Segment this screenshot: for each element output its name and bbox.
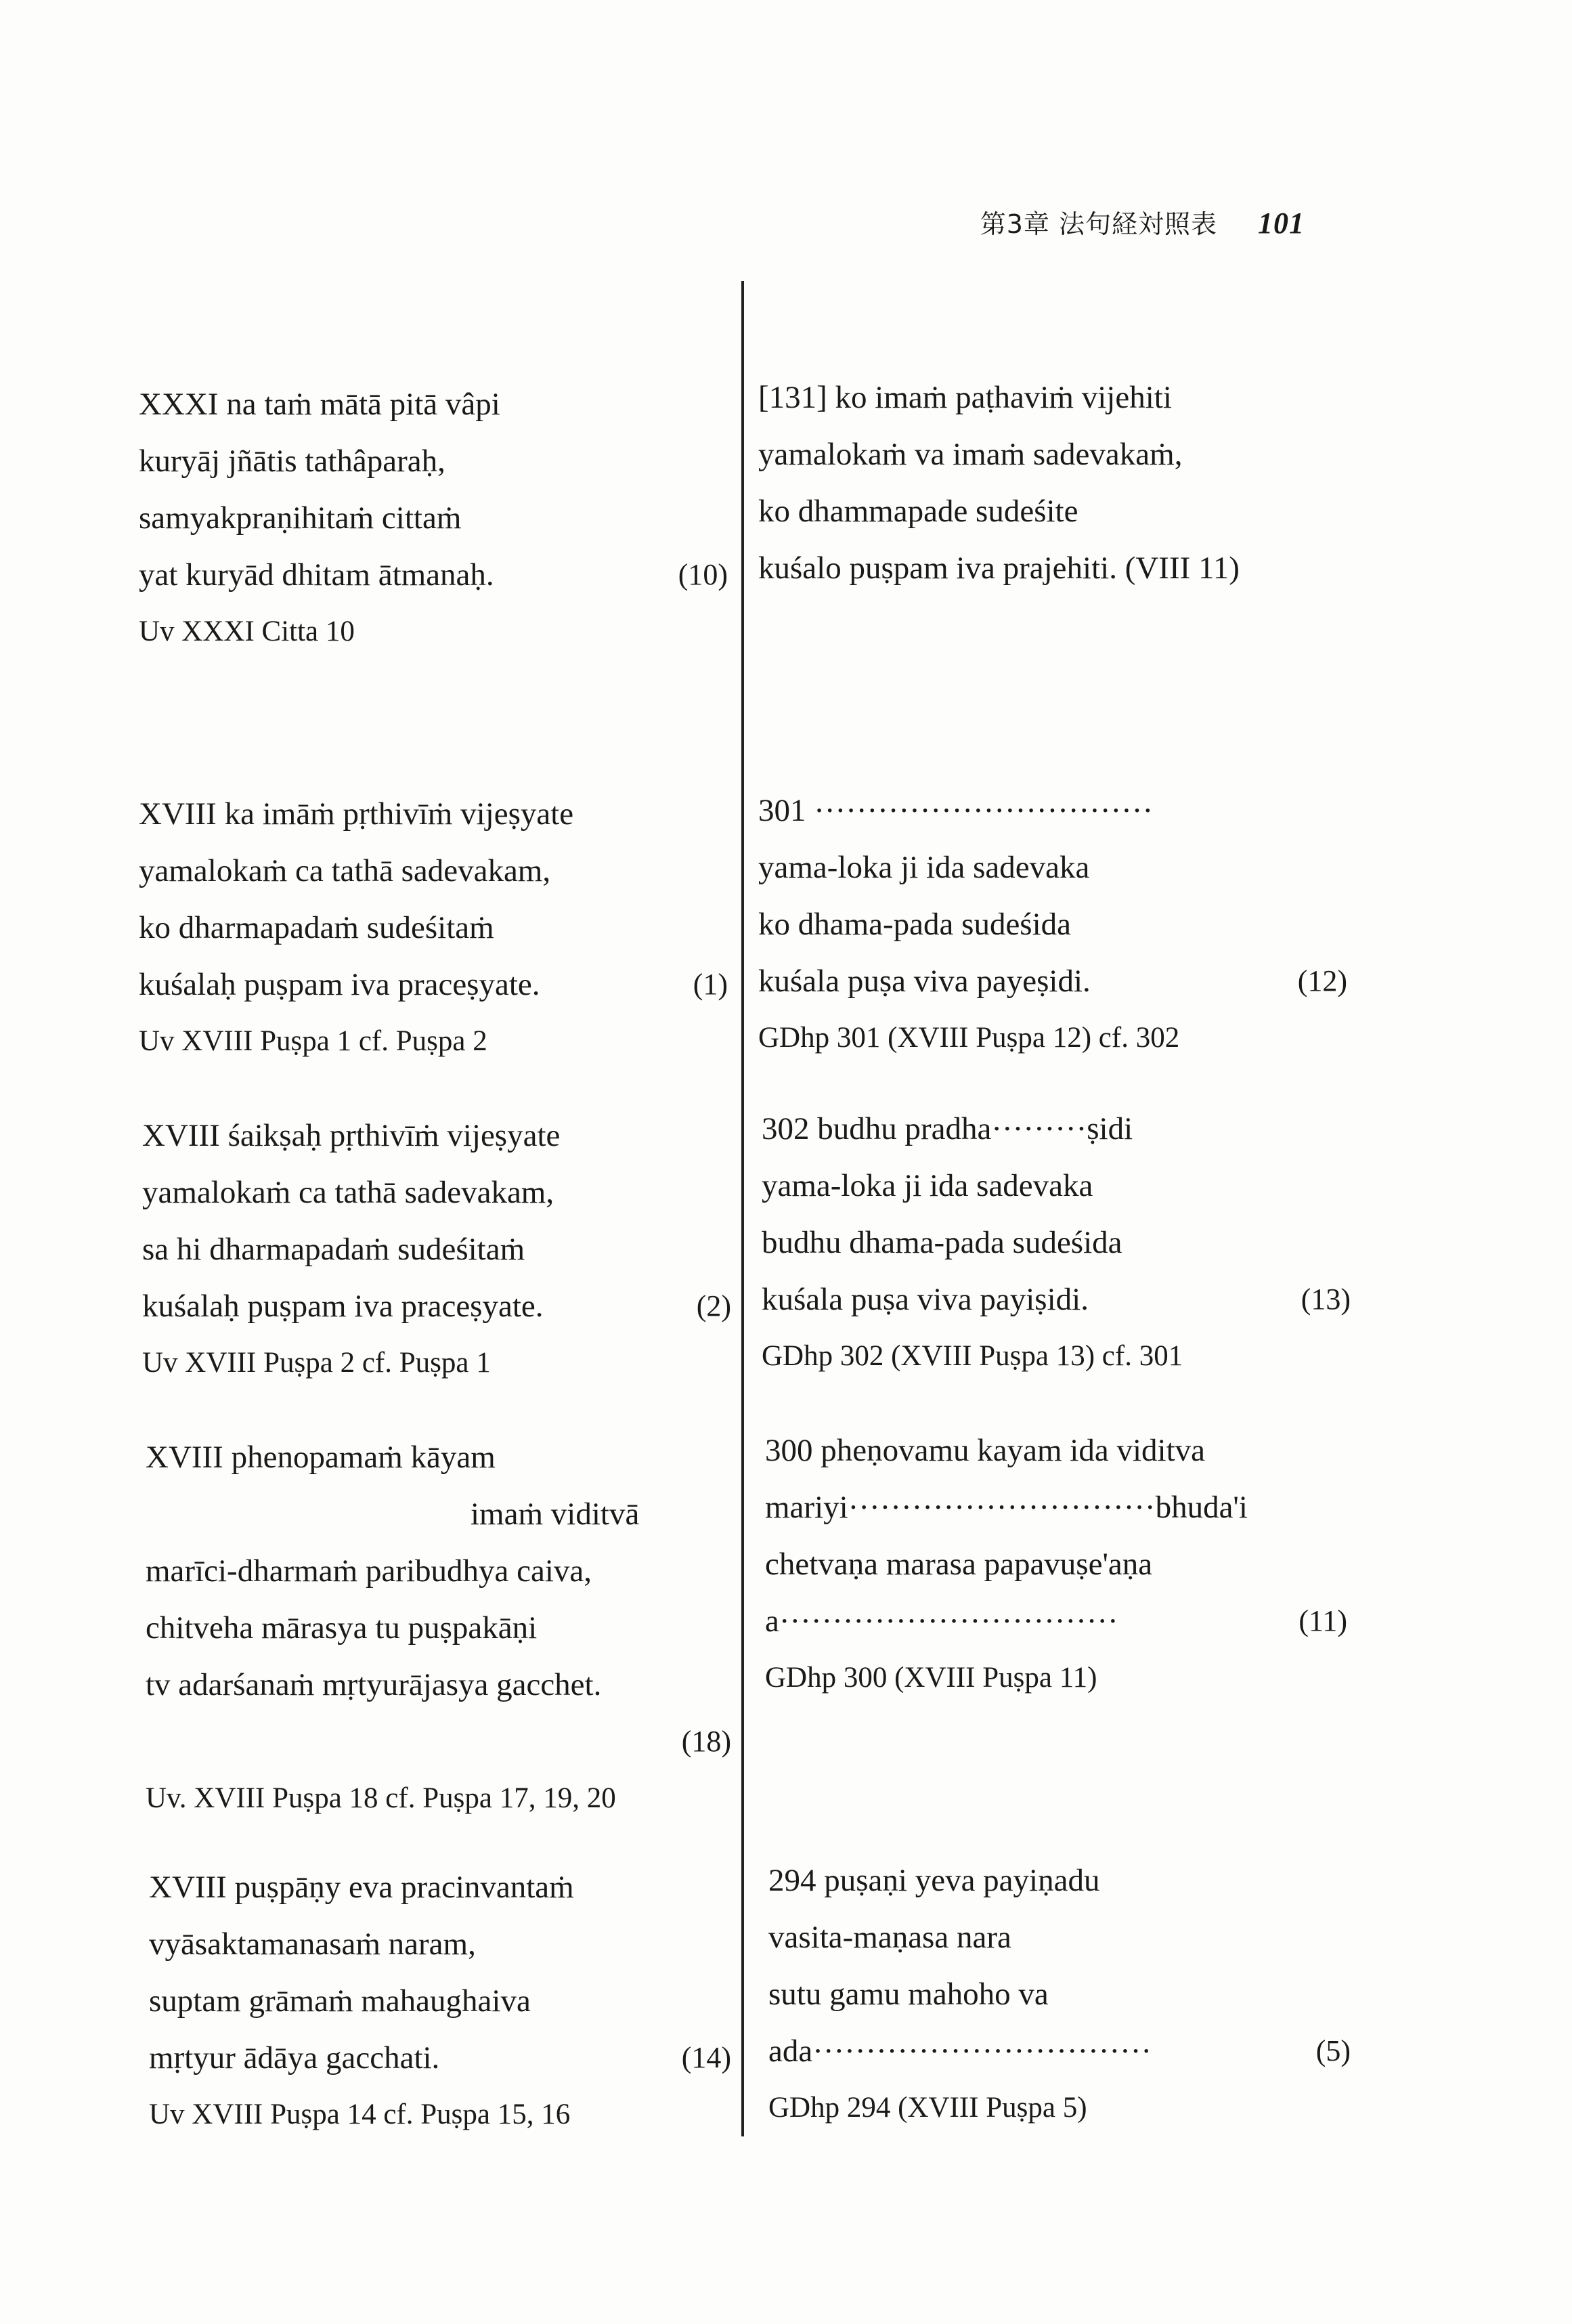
verse-line: samyakpraṇihitaṁ cittaṁ bbox=[139, 500, 462, 536]
verse-line: mṛtyur ādāya gacchati. bbox=[149, 2040, 440, 2075]
verse-line: XVIII śaikṣaḥ pṛthivīṁ vijeṣyate bbox=[142, 1118, 561, 1153]
left-verse-4 bbox=[146, 1429, 731, 1827]
verse-line: yamalokaṁ ca tathā sadevakam, bbox=[139, 853, 551, 888]
verse-line: yamalokaṁ va imaṁ sadevakaṁ, bbox=[758, 437, 1183, 472]
verse-reference: Uv XVIII Puṣpa 1 cf. Puṣpa 2 bbox=[139, 1025, 487, 1057]
verse-line: 300 pheṇovamu kayam ida viditva bbox=[765, 1433, 1206, 1468]
verse-number: (5) bbox=[1315, 2034, 1351, 2067]
verse-line: 294 puṣaṇi yeva payiṇadu bbox=[768, 1863, 1100, 1898]
verse-line: kuśalaḥ puṣpam iva praceṣyate. bbox=[139, 967, 540, 1002]
right-verse-4 bbox=[765, 1422, 1347, 1706]
chapter-title: 第3章 法句経対照表 bbox=[980, 209, 1217, 239]
verse-number: (14) bbox=[681, 2041, 731, 2074]
verse-line: sutu gamu mahoho va bbox=[768, 1977, 1049, 2012]
verse-line: XXXI na taṁ mātā pitā vâpi bbox=[139, 387, 500, 422]
verse-line: ko dhama-pada sudeśida bbox=[758, 907, 1072, 942]
right-verse-3 bbox=[762, 1100, 1351, 1385]
verse-reference: GDhp 301 (XVIII Puṣpa 12) cf. 302 bbox=[758, 1022, 1180, 1054]
verse-reference: Uv XVIII Puṣpa 14 cf. Puṣpa 15, 16 bbox=[149, 2099, 571, 2130]
verse-line: [131] ko imaṁ paṭhaviṁ vijehiti bbox=[758, 380, 1172, 415]
verse-number: (13) bbox=[1301, 1283, 1351, 1316]
verse-reference: GDhp 300 (XVIII Puṣpa 11) bbox=[765, 1662, 1097, 1694]
verse-reference: Uv XVIII Puṣpa 2 cf. Puṣpa 1 bbox=[142, 1347, 491, 1379]
verse-line: vyāsaktamanasaṁ naram, bbox=[149, 1927, 476, 1962]
verse-line: kuśalo puṣpam iva prajehiti. (VIII 11) bbox=[758, 551, 1240, 586]
left-verse-2 bbox=[139, 786, 728, 1070]
verse-line: mariyi·····························bhuda'i bbox=[765, 1490, 1248, 1525]
verse-line: chetvaṇa marasa papavuṣe'aṇa bbox=[765, 1547, 1153, 1582]
left-verse-1 bbox=[139, 376, 728, 660]
verse-reference: Uv. XVIII Puṣpa 18 cf. Puṣpa 17, 19, 20 bbox=[146, 1782, 616, 1814]
verse-line: sa hi dharmapadaṁ sudeśitaṁ bbox=[142, 1232, 525, 1267]
verse-number: (18) bbox=[681, 1725, 731, 1758]
column-divider bbox=[741, 281, 744, 2136]
page-header bbox=[980, 203, 1305, 240]
verse-number: (10) bbox=[678, 558, 728, 591]
verse-line: yama-loka ji ida sadevaka bbox=[758, 850, 1090, 885]
verse-line: 301 ································ bbox=[758, 793, 1154, 828]
verse-line: imaṁ viditvā bbox=[471, 1497, 640, 1532]
verse-line: kuśala puṣa viva payiṣidi. bbox=[762, 1282, 1089, 1317]
verse-line: a································ bbox=[765, 1604, 1118, 1639]
verse-line: XVIII ka imāṁ pṛthivīṁ vijeṣyate bbox=[139, 796, 574, 832]
verse-line: XVIII puṣpāṇy eva pracinvantaṁ bbox=[149, 1870, 574, 1905]
verse-line: tv adarśanaṁ mṛtyurājasya gacchet. bbox=[146, 1667, 602, 1702]
right-verse-2 bbox=[758, 782, 1347, 1067]
verse-number: (11) bbox=[1298, 1604, 1347, 1637]
verse-line: suptam grāmaṁ mahaughaiva bbox=[149, 1983, 531, 2019]
verse-line: kuśalaḥ puṣpam iva praceṣyate. bbox=[142, 1289, 544, 1324]
verse-line: marīci-dharmaṁ paribudhya caiva, bbox=[146, 1553, 592, 1589]
page-number: 101 bbox=[1258, 207, 1305, 240]
verse-line: ko dhammapade sudeśite bbox=[758, 494, 1078, 529]
left-verse-3 bbox=[142, 1107, 731, 1392]
verse-line: kuryāj jñātis tathâparaḥ, bbox=[139, 444, 445, 479]
right-verse-5 bbox=[768, 1852, 1351, 2136]
right-verse-1 bbox=[758, 369, 1354, 597]
verse-reference: GDhp 302 (XVIII Puṣpa 13) cf. 301 bbox=[762, 1340, 1183, 1372]
verse-line: vasita-maṇasa nara bbox=[768, 1920, 1011, 1955]
verse-number: (1) bbox=[693, 968, 728, 1001]
verse-line: XVIII phenopamaṁ kāyam bbox=[146, 1440, 496, 1475]
verse-number: (12) bbox=[1297, 964, 1347, 997]
verse-line: kuśala puṣa viva payeṣidi. bbox=[758, 964, 1091, 999]
verse-reference: Uv XXXI Citta 10 bbox=[139, 616, 355, 647]
verse-number: (2) bbox=[696, 1289, 731, 1322]
verse-line: yat kuryād dhitam ātmanaḥ. bbox=[139, 557, 494, 593]
verse-line: chitveha mārasya tu puṣpakāṇi bbox=[146, 1610, 538, 1645]
verse-reference: GDhp 294 (XVIII Puṣpa 5) bbox=[768, 2092, 1087, 2124]
verse-line: ada································ bbox=[768, 2034, 1152, 2069]
verse-line: budhu dhama-pada sudeśida bbox=[762, 1225, 1122, 1260]
verse-line: 302 budhu pradha·········ṣidi bbox=[762, 1111, 1133, 1146]
verse-line: yama-loka ji ida sadevaka bbox=[762, 1168, 1093, 1203]
verse-line: ko dharmapadaṁ sudeśitaṁ bbox=[139, 910, 494, 945]
left-verse-5 bbox=[149, 1859, 731, 2143]
verse-line: yamalokaṁ ca tathā sadevakam, bbox=[142, 1175, 554, 1210]
